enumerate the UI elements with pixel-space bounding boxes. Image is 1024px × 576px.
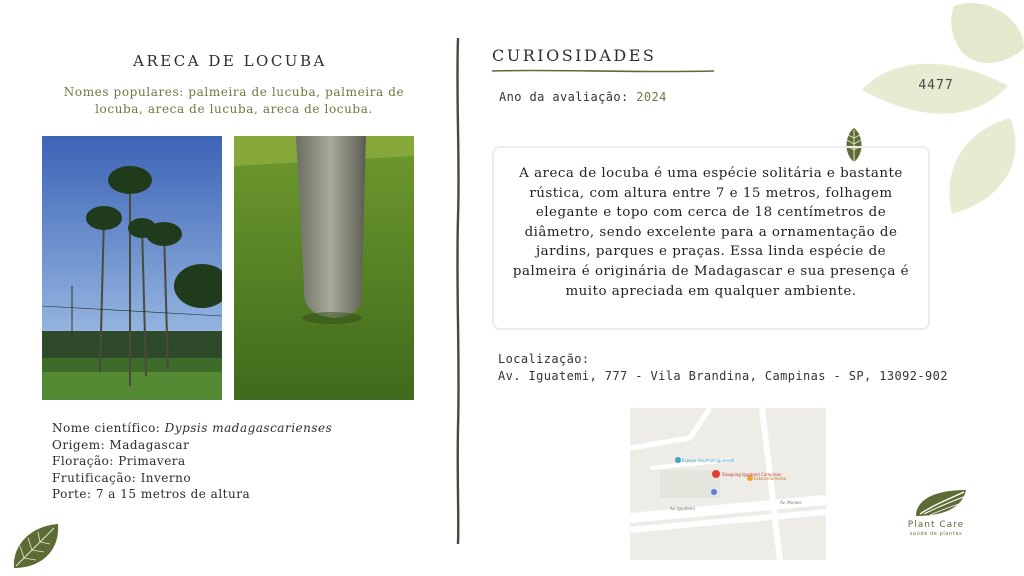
plant-photo-palms (42, 136, 222, 400)
brand-tagline: saúde de plantas (909, 531, 963, 537)
location-label: Localização: (498, 352, 590, 366)
evaluation-year (499, 90, 667, 104)
map-pin-icon (712, 470, 720, 478)
map-label: Espaço Gourmet Iguatemi (682, 458, 735, 463)
map-label: Av. Moraes (780, 500, 802, 505)
curiosities-box (492, 146, 930, 330)
fruiting: Frutificação: Inverno (52, 470, 192, 485)
map-label: Estacionamento (754, 476, 787, 481)
flowering: Floração: Primavera (52, 454, 186, 468)
plant-title: ARECA DE LOCUBA (133, 52, 327, 70)
map-label: Av. Iguatemi (670, 506, 695, 511)
evaluation-year-label: Ano da avaliação: (499, 90, 629, 104)
location-map[interactable] (630, 408, 826, 560)
plant-photo-trunk (234, 136, 414, 400)
map-label: Shopping Iguatemi Campinas (722, 472, 781, 477)
plant-care-logo (914, 488, 970, 518)
location-address: Av. Iguatemi, 777 - Vila Brandina, Campinas - SP, 13092-902 (498, 369, 948, 383)
popular-names-label: Nomes populares: (63, 85, 184, 99)
scientific-name-value: Dypsis madagascarienses (164, 421, 333, 435)
plant-facts (52, 420, 332, 503)
scientific-name-label: Nome científico: (52, 421, 161, 435)
popular-names-value: palmeira de lucuba, palmeira de locuba, areca de lucuba, areca de locuba. (95, 85, 405, 116)
plant-size: Porte: 7 a 15 metros de altura (52, 487, 251, 501)
curiosities-title: CURIOSIDADES (492, 46, 657, 65)
title-underline (492, 68, 714, 74)
scientific-name (52, 420, 332, 437)
plant-id-number: 4477 (918, 78, 954, 93)
leaf-icon-bottom (10, 522, 62, 572)
origin: Origem: Madagascar (52, 437, 190, 452)
brand-name: Plant Care (907, 520, 965, 530)
curiosities-text: A areca de locuba é uma espécie solitária e bastante rústica, com altura entre 7 e 15 metros, folhagem elegante e topo com cerca de 18 centímetros de diâmetro, sendo excelente para a ornamentação de jardins, parques e praças. Essa linda espécie de palmeira é originária de Madagascar e sua presença é muito apreciada em qualquer ambiente. (512, 166, 910, 299)
vertical-divider (455, 38, 461, 544)
evaluation-year-value: 2024 (636, 90, 667, 104)
popular-names (52, 84, 416, 118)
